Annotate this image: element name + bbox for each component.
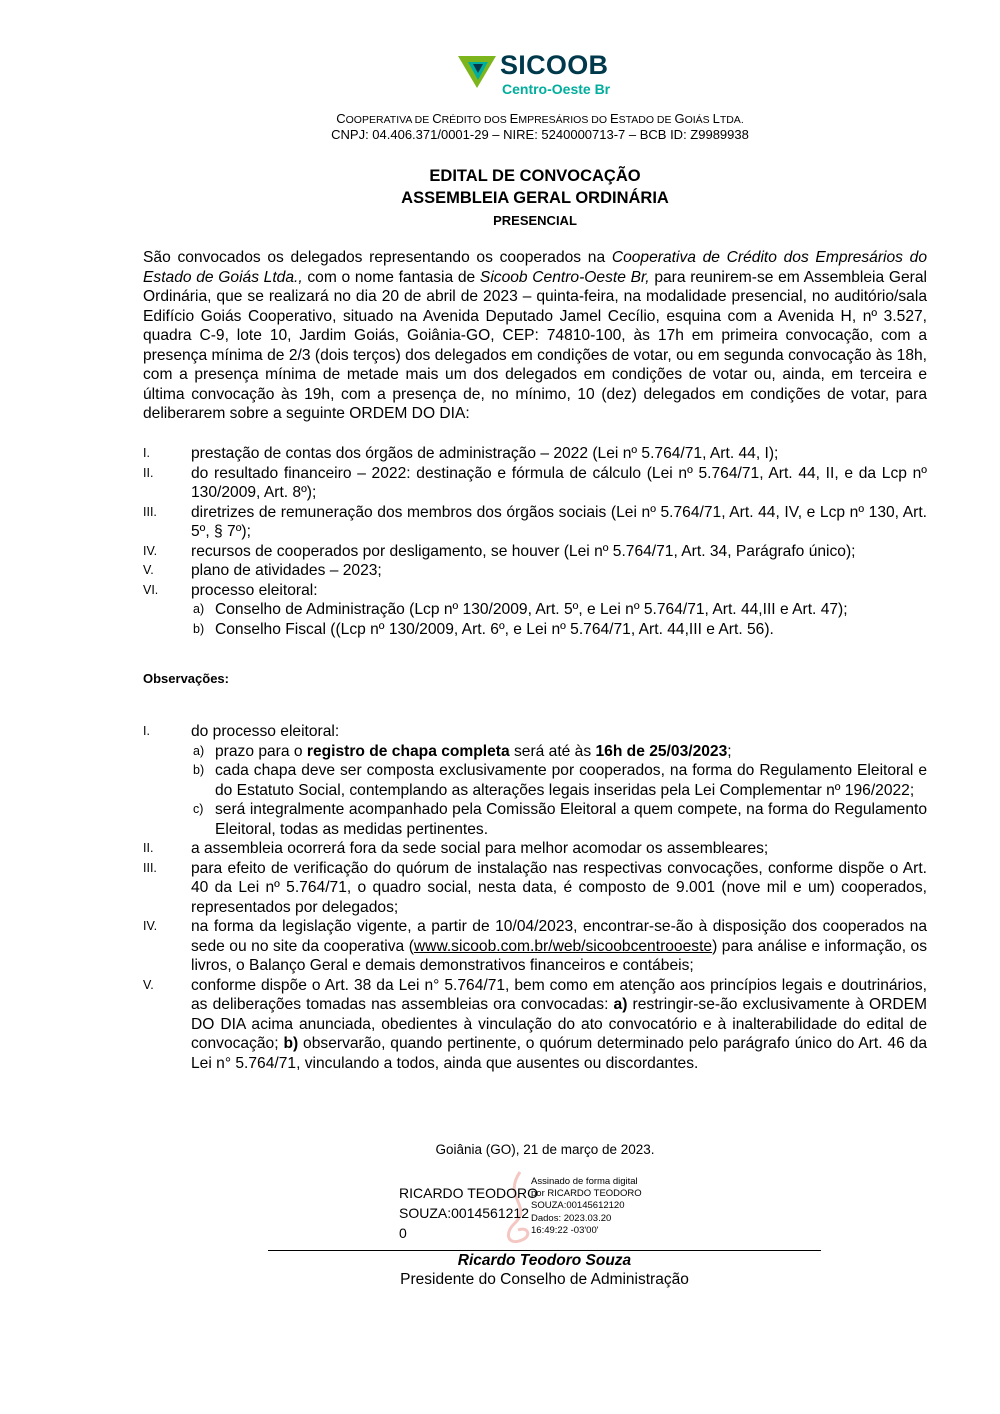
observation-text: restringir-se-ão exclusivamente à ORDEM DO DIA acima anunciada, obedientes à vinculação do ato convocatório e à inalterabilidade do edital de convocação; xyxy=(191,996,927,1052)
observation-text: cada chapa deve ser composta exclusivamente por cooperados, na forma do Regulamento Eleitoral e do Estatuto Social, contemplando as alterações legais inseridas pela Lei Complementar nº 196/2022; xyxy=(215,762,927,799)
observation-text: será até às xyxy=(509,742,596,760)
agenda-item-number: V. xyxy=(143,563,154,577)
digital-signature-detail-line: 16:49:22 -03'00' xyxy=(531,1224,599,1236)
agenda-item xyxy=(143,503,927,542)
agenda-item-number: I. xyxy=(143,446,150,460)
observation-subitem-letter: c) xyxy=(193,802,204,816)
observation-bold-text: b) xyxy=(283,1035,299,1052)
observation-bold-text: a) xyxy=(613,996,628,1013)
org-name-word: GOIÁS xyxy=(674,111,713,126)
signature-line xyxy=(268,1250,821,1251)
observation-number: IV. xyxy=(143,919,158,933)
logo-brand-text: SICOOB xyxy=(500,50,609,80)
agenda-item xyxy=(143,542,927,562)
intro-coop-name: Cooperativa de Crédito dos Empresários do Estado de Goiás Ltda., xyxy=(143,249,927,286)
digital-signature-details xyxy=(531,1176,642,1237)
agenda-item xyxy=(143,444,927,464)
org-name xyxy=(145,111,935,126)
agenda-item-text: do resultado financeiro – 2022: destinação e fórmula de cálculo (Lei nº 5.764/71, Art. 44, II, e da Lcp nº 130/2009, Art. 8º); xyxy=(191,464,927,501)
observation-item xyxy=(143,839,927,859)
observation-text: ) para análise e informação, os livros, o Balanço Geral e demais demonstrativos financeiros e contábeis; xyxy=(191,937,927,974)
agenda-item-number: II. xyxy=(143,465,154,480)
observation-text: será integralmente acompanhado pela Comissão Eleitoral a quem compete, na forma do Regulamento Eleitoral, todas as medidas pertinentes. xyxy=(215,801,927,838)
logo-subbrand-text: Centro-Oeste Br xyxy=(502,81,611,97)
page-modality: PRESENCIAL xyxy=(493,213,577,228)
agenda-list xyxy=(143,444,927,639)
intro-text: com o nome fantasia de xyxy=(302,268,480,286)
sicoob-logo-mark-icon xyxy=(458,54,498,90)
observation-item xyxy=(143,976,927,1074)
agenda-item-text: recursos de cooperados por desligamento, se houver (Lei nº 5.764/71, Art. 34, Parágrafo único); xyxy=(191,542,856,560)
digital-signer-line: RICARDO TEODORO xyxy=(399,1185,538,1201)
observation-text: ; xyxy=(727,742,732,760)
observation-text: prazo para o xyxy=(215,742,307,760)
observation-item xyxy=(143,859,927,918)
agenda-item xyxy=(143,464,927,503)
observation-text: conforme dispõe o Art. 38 da Lei n° 5.764/71, bem como em atenção aos princípios legais e doutrinários, as deliberações tomadas nas assembleias ora convocadas: xyxy=(191,976,927,1013)
digital-signature-detail-line: SOUZA:00145612120 xyxy=(531,1200,625,1212)
agenda-item-number: III. xyxy=(143,504,157,519)
observations-title: Observações: xyxy=(143,671,229,686)
observation-text: do processo eleitoral: xyxy=(191,723,340,740)
observation-item xyxy=(143,917,927,976)
observation-number: I. xyxy=(143,724,150,738)
observations-list xyxy=(143,722,927,1073)
agenda-item xyxy=(143,561,927,581)
agenda-subitem-letter: a) xyxy=(193,602,205,616)
intro-paragraph xyxy=(143,248,927,424)
agenda-subitem-text: Conselho Fiscal ((Lcp nº 130/2009, Art. 6º, e Lei nº 5.764/71, Art. 44,III e Art. 56). xyxy=(215,620,774,638)
signatory-name: Ricardo Teodoro Souza xyxy=(457,1252,632,1269)
agenda-item-number: VI. xyxy=(143,582,159,597)
observation-subitem xyxy=(143,742,927,762)
observation-subitem xyxy=(143,800,927,839)
observation-text: observarão, quando pertinente, o quórum determinado pelo parágrafo único do Art. 46 da Lei n° 5.764/71, vinculando a todos, ainda que ausentes ou discordantes. xyxy=(191,1035,927,1072)
digital-signature-detail-line: Dados: 2023.03.20 xyxy=(531,1212,612,1224)
agenda-item-number: IV. xyxy=(143,543,158,558)
page-title: EDITAL DE CONVOCAÇÃO xyxy=(429,167,641,185)
observation-number: III. xyxy=(143,860,157,875)
org-name-word: EMPRESÁRIOS DO xyxy=(509,111,610,126)
org-ids: CNPJ: 04.406.371/0001-29 – NIRE: 5240000713-7 – BCB ID: Z9989938 xyxy=(331,127,749,142)
agenda-item xyxy=(143,581,927,601)
observation-text: a assembleia ocorrerá fora da sede social para melhor acomodar os assembleares; xyxy=(191,840,769,857)
org-name-word: CRÉDITO DOS xyxy=(432,111,510,126)
org-name-word: ESTADO DE xyxy=(609,111,675,126)
agenda-subitem-letter: b) xyxy=(193,621,205,636)
org-name-word: LTDA. xyxy=(712,111,744,126)
agenda-item-text: plano de atividades – 2023; xyxy=(191,562,382,579)
org-name-word: COOPERATIVA DE xyxy=(336,111,433,126)
observation-number: II. xyxy=(143,841,154,855)
observation-number: V. xyxy=(143,977,154,992)
agenda-subitem-text: Conselho de Administração (Lcp nº 130/2009, Art. 5º, e Lei nº 5.764/71, Art. 44,III e Art. 47); xyxy=(215,601,848,618)
observation-subitem-letter: b) xyxy=(193,763,205,777)
digital-signer-line: SOUZA:0014561212 xyxy=(399,1205,529,1221)
observation-text: para efeito de verificação do quórum de instalação nas respectivas convocações, conforme dispõe o Art. 40 da Lei nº 5.764/71, o quadro social, nesta data, é composto de 9.001 (nove mil e um) cooperados, representados por delegados; xyxy=(191,859,927,916)
agenda-subitem xyxy=(143,620,927,640)
intro-text: para reunirem-se em Assembleia Geral Ordinária, que se realizará no dia 20 de abril de 2023 – quinta-feira, na modalidade presencial, no auditório/sala Edifício Goiás Cooperativo, situado na Avenida Deputado Jamel Cecílio, esquina com a Avenida H, nº 3.527, quadra C-9, lote 10, Jardim Goiás, Goiânia-GO, CEP: 74810-100, às 17h em primeira convocação, com a presença mínima de 2/3 (dois terços) dos delegados em condições de votar, ou em segunda convocação às 18h, com a presença mínima de metade mais um dos delegados em condições de votar ou, ainda, em terceira e última convocação às 19h, com a presença de, no mínimo, 10 (dez) delegados em condições de votar, para deliberarem sobre a seguinte ORDEM DO DIA: xyxy=(143,268,927,422)
observation-subitem xyxy=(143,761,927,800)
cooperative-website-link[interactable]: www.sicoob.com.br/web/sicoobcentrooeste xyxy=(413,937,713,955)
observation-bold-text: registro de chapa completa xyxy=(306,742,510,760)
signatory-role: Presidente do Conselho de Administração xyxy=(400,1271,689,1288)
agenda-item-text: processo eleitoral: xyxy=(191,581,318,599)
digital-signer xyxy=(399,1183,538,1243)
digital-signature-detail-line: Assinado de forma digital xyxy=(531,1176,638,1187)
digital-signer-line: 0 xyxy=(399,1225,407,1241)
agenda-subitem xyxy=(143,600,927,620)
observation-text: na forma da legislação vigente, a partir de 10/04/2023, encontrar-se-ão à disposição dos cooperados na sede ou no site da cooperativa ( xyxy=(191,918,927,955)
intro-fantasy-name: Sicoob Centro-Oeste Br, xyxy=(479,268,650,286)
agenda-item-text: diretrizes de remuneração dos membros dos órgãos sociais (Lei nº 5.764/71, Art. 44, IV, e Lcp nº 130, Art. 5º, § 7º); xyxy=(191,503,927,540)
observation-bold-text: 16h de 25/03/2023 xyxy=(595,742,728,760)
sicoob-logo xyxy=(458,50,618,102)
digital-signature-detail-line: por RICARDO TEODORO xyxy=(531,1188,642,1200)
observation-subitem-letter: a) xyxy=(193,743,205,758)
page-subtitle: ASSEMBLEIA GERAL ORDINÁRIA xyxy=(401,189,669,207)
intro-text: São convocados os delegados representando os cooperados na xyxy=(143,249,612,266)
place-date: Goiânia (GO), 21 de março de 2023. xyxy=(435,1142,655,1157)
agenda-item-text: prestação de contas dos órgãos de administração – 2022 (Lei nº 5.764/71, Art. 44, I); xyxy=(191,445,779,462)
observation-item xyxy=(143,722,927,742)
